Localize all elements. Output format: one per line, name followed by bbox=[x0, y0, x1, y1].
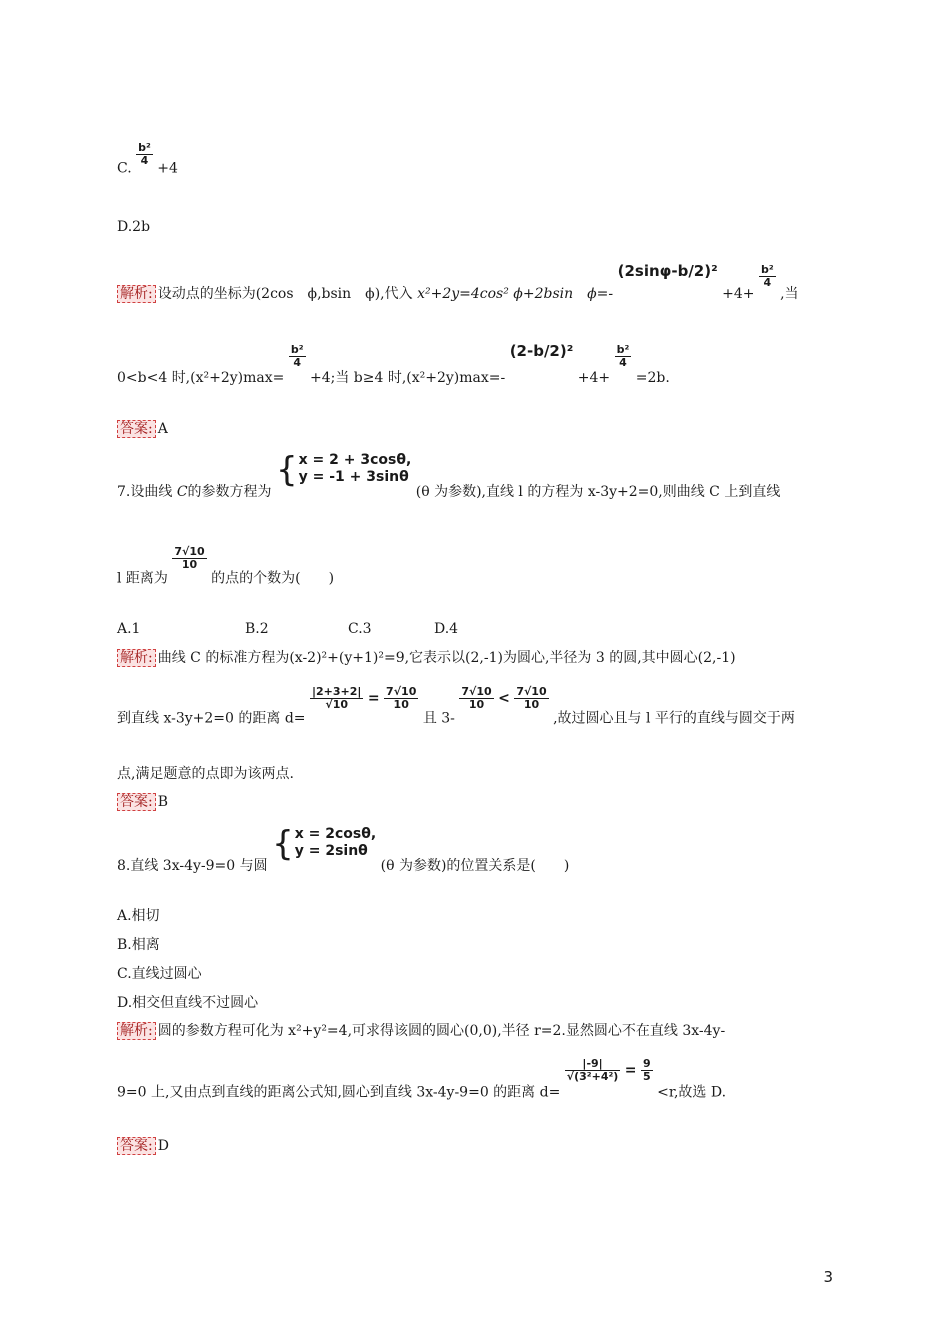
page-number: 3 bbox=[823, 1268, 833, 1286]
q8-parametric-system: { x = 2cosθ, y = 2sinθ bbox=[272, 824, 377, 864]
q7-analysis-line3: 点,满足题意的点即为该两点. bbox=[117, 766, 294, 782]
option-c: C. $\frac{\text{b²}}{4}$ +4 bbox=[117, 141, 178, 177]
q6-fraction-2: $\frac{\text{b²}}{4}$ bbox=[290, 342, 304, 369]
q7-analysis-line1: 解析: 曲线 C 的标准方程为(x-2)²+(y+1)²=9,它表示以(2,-1)为圆心,半径为 3 的圆,其中圆心(2,-1) bbox=[117, 649, 736, 667]
q6-analysis-line2: 0<b<4 时,(x²+2y)max= $\frac{\text{b²}}{4}$ +4;当 b≥4 时,(x²+2y)max=- (2-b/2)² +4+ $\frac{\text{b²}}{4}$ =2b. bbox=[117, 342, 670, 386]
q7-fraction-1: $\frac{|2+3+2|}{√10}$ bbox=[311, 685, 362, 711]
analysis-tag: 解析: bbox=[117, 285, 156, 303]
q7-options bbox=[117, 620, 458, 638]
q7-analysis-line2: 到直线 x-3y+2=0 的距离 d= $\frac{|2+3+2|}{√10}$ = $\frac{7√10}{10}$ 且 3- $\frac{7√10}{10}$ < $\frac{7√10}{10}$ ,故过圆心且与 l 平行的直线与圆交于两 bbox=[117, 685, 795, 727]
q7-distance-fraction: $\frac{7√10}{10}$ bbox=[174, 545, 205, 571]
q8-option-b: B.相离 bbox=[117, 937, 160, 953]
q8-option-c: C.直线过圆心 bbox=[117, 966, 202, 982]
q7-fraction-4: $\frac{7√10}{10}$ bbox=[516, 685, 547, 711]
q7-fraction-3: $\frac{7√10}{10}$ bbox=[461, 685, 492, 711]
q8-option-a: A.相切 bbox=[117, 908, 160, 924]
q7-parametric-system: { x = 2 + 3cosθ, y = -1 + 3sinθ bbox=[275, 450, 412, 490]
analysis-tag: 解析: bbox=[117, 649, 156, 667]
q8-option-d: D.相交但直线不过圆心 bbox=[117, 995, 259, 1011]
q6-fraction: $\frac{\text{b²}}{4}$ bbox=[760, 262, 774, 289]
q6-analysis-line1: 解析: 设动点的坐标为(2cos ϕ,bsin ϕ),代入 x²+2y=4cos² ϕ+2bsin ϕ=- (2sinφ-b/2)² +4+ $\frac{\text{b²}}{4}$ ,当 bbox=[117, 262, 799, 303]
q8-analysis-line1: 解析: 圆的参数方程可化为 x²+y²=4,可求得该圆的圆心(0,0),半径 r=2.显然圆心不在直线 3x-4y- bbox=[117, 1022, 725, 1040]
q7-option-d: D.4 bbox=[434, 621, 459, 637]
q8-answer: 答案: D bbox=[117, 1137, 169, 1155]
answer-tag: 答案: bbox=[117, 793, 156, 811]
analysis-tag: 解析: bbox=[117, 1022, 156, 1040]
q7-option-b: B.2 bbox=[245, 621, 269, 637]
q7-answer: 答案: B bbox=[117, 793, 168, 811]
q7-stem-line1: 7.设曲线 C的参数方程为 { x = 2 + 3cosθ, y = -1 + 3sinθ (θ 为参数),直线 l 的方程为 x-3y+2=0,则曲线 C 上到直线 bbox=[117, 450, 781, 500]
q7-option-a: A.1 bbox=[117, 621, 141, 637]
option-d: D.2b bbox=[117, 219, 151, 235]
q7-fraction-2: $\frac{7√10}{10}$ bbox=[386, 685, 417, 711]
q7-option-c: C.3 bbox=[348, 621, 372, 637]
q6-answer: 答案: A bbox=[117, 420, 168, 438]
answer-tag: 答案: bbox=[117, 420, 156, 438]
q6-fraction-3: $\frac{\text{b²}}{4}$ bbox=[616, 342, 630, 369]
q8-stem: 8.直线 3x-4y-9=0 与圆 { x = 2cosθ, y = 2sinθ (θ 为参数)的位置关系是( ) bbox=[117, 824, 570, 874]
option-c-fraction: $\frac{\text{b²}}{4}$ bbox=[138, 141, 151, 167]
answer-tag: 答案: bbox=[117, 1137, 156, 1155]
q8-fraction-2: $\frac{9}{5}$ bbox=[642, 1057, 651, 1083]
q8-fraction-1: $\frac{|-9|}{\text{√(3²+4²)}}$ bbox=[566, 1057, 619, 1083]
q7-stem-line2: l 距离为 $\frac{7√10}{10}$ 的点的个数为( ) bbox=[117, 545, 335, 587]
q8-analysis-line2: 9=0 上,又由点到直线的距离公式知,圆心到直线 3x-4y-9=0 的距离 d= $\frac{|-9|}{\text{√(3²+4²)}}$ = $\frac{9}{5}$ <r,故选 D. bbox=[117, 1057, 727, 1101]
